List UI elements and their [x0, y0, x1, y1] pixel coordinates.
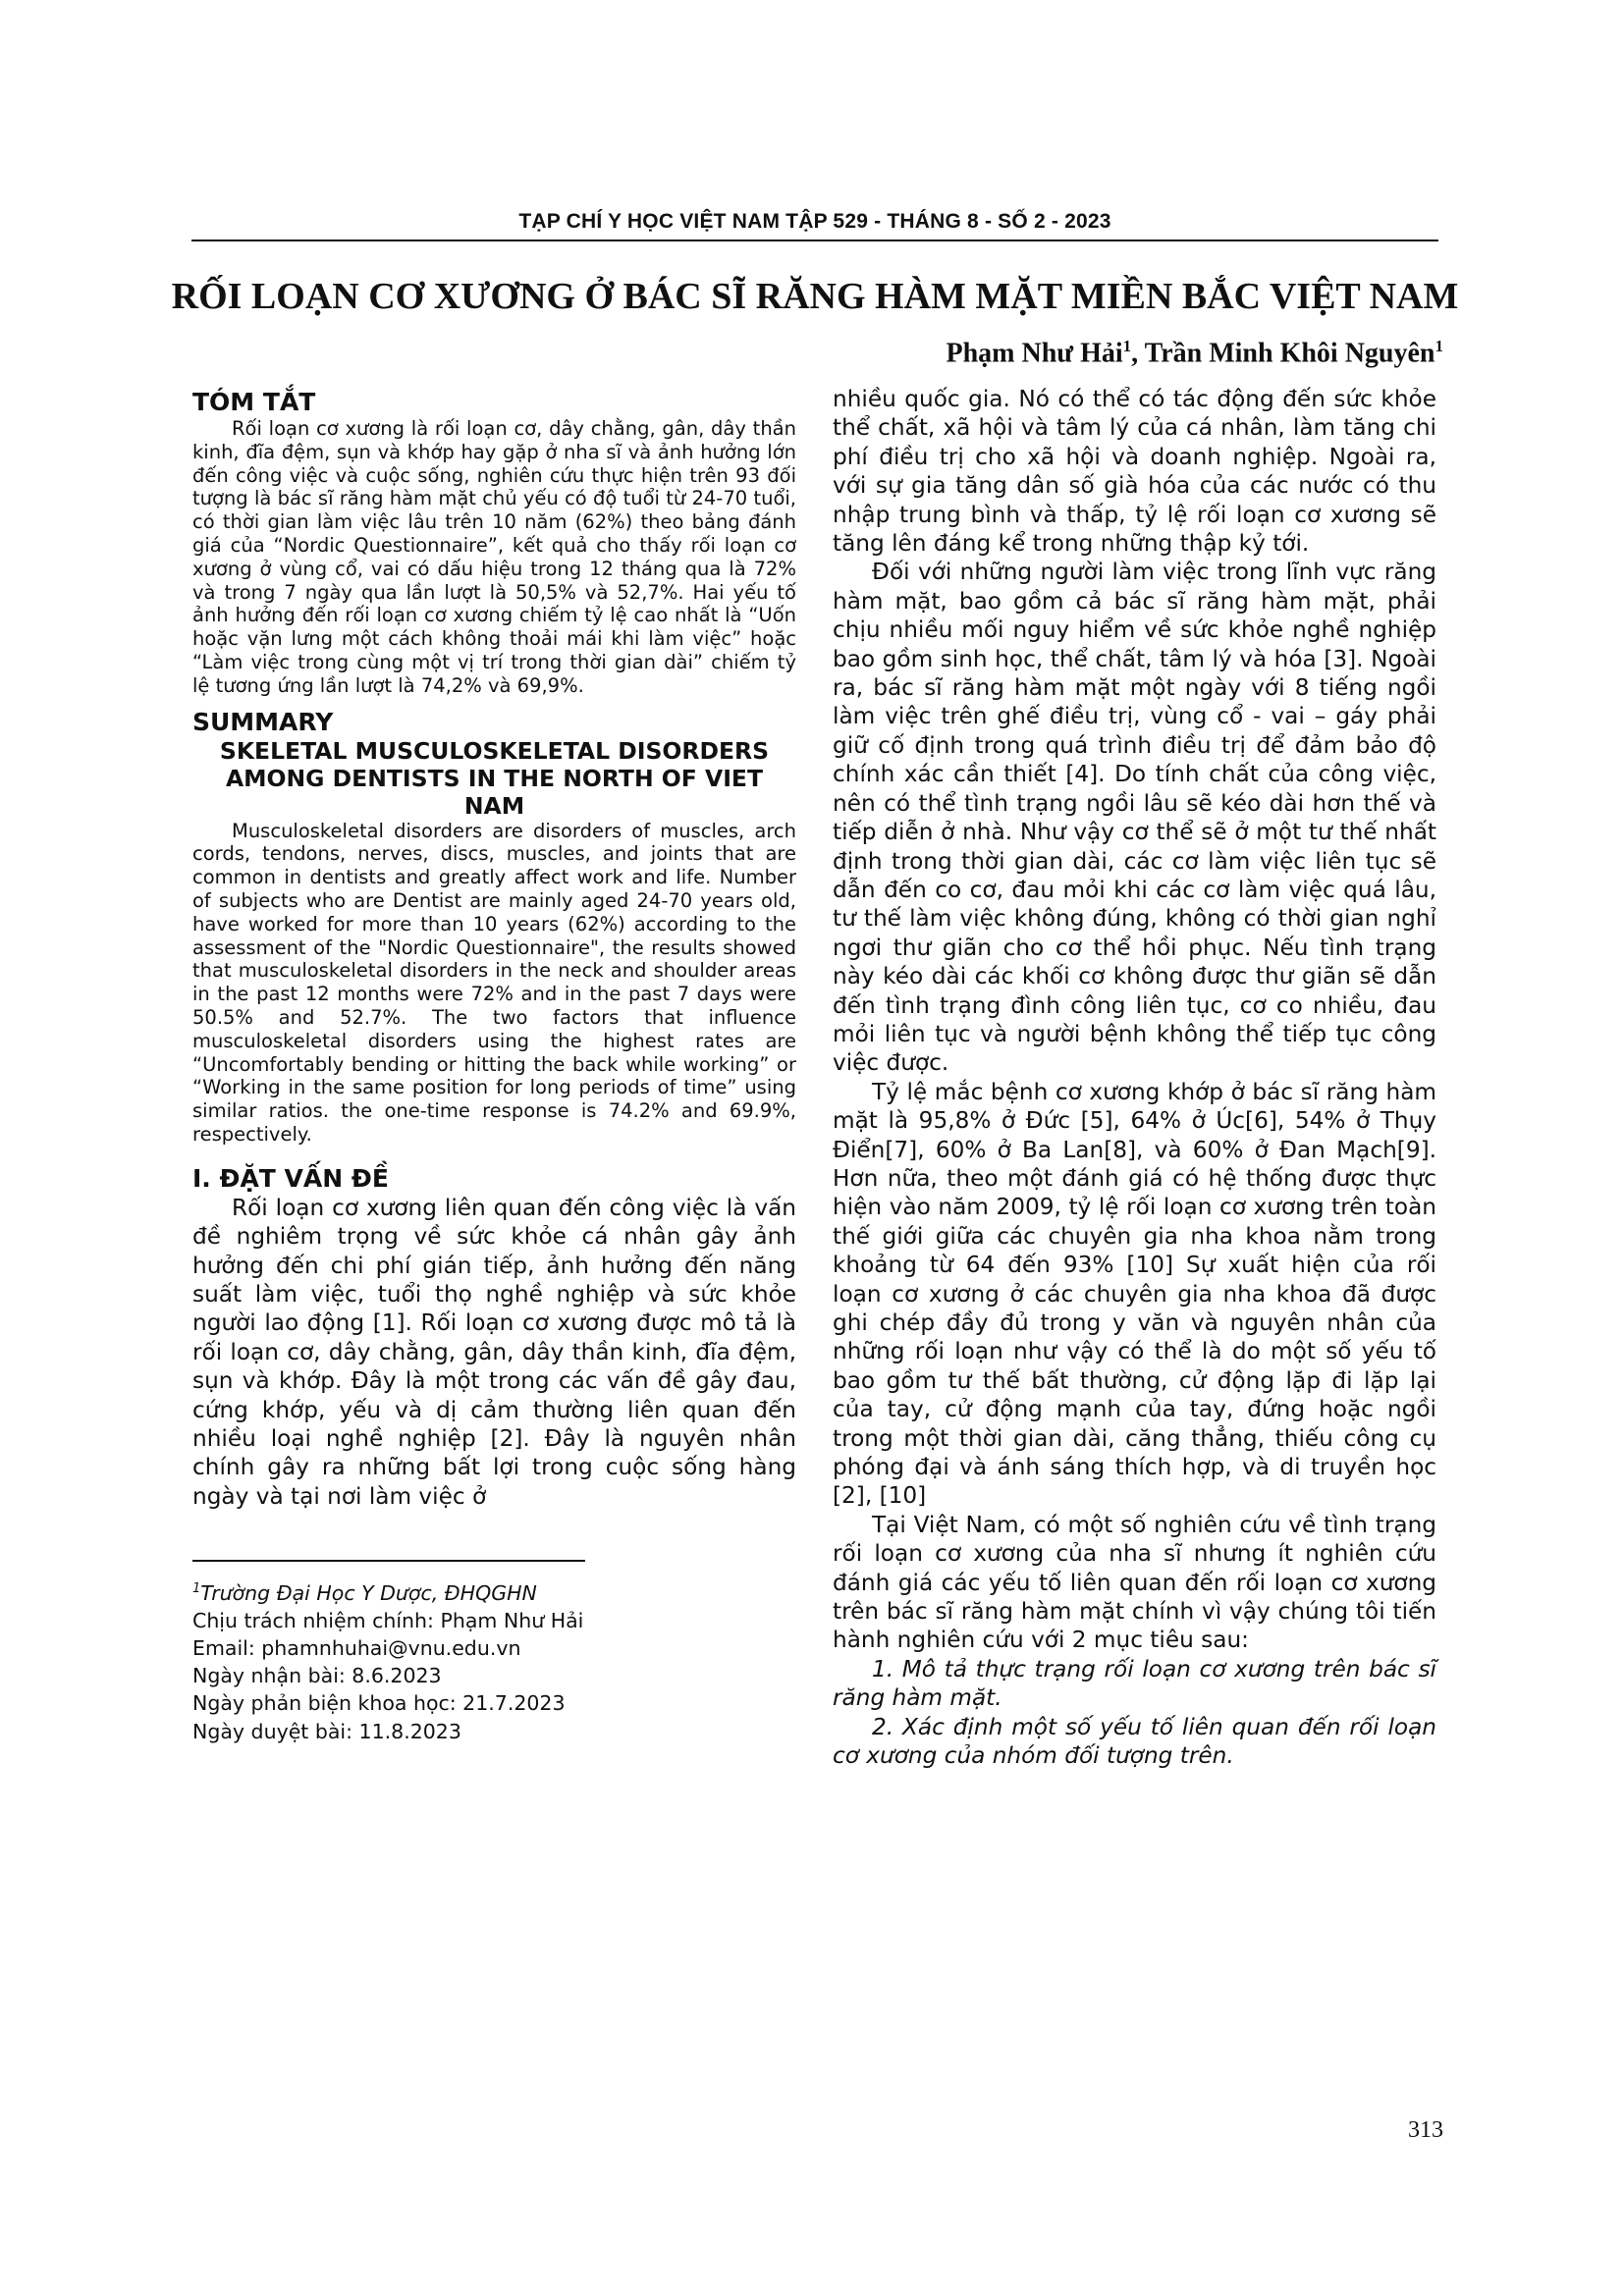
authors — [687, 337, 1443, 369]
objective-2: 2. Xác định một số yếu tố liên quan đến rối loạn cơ xương của nhóm đối tượng trên. — [833, 1713, 1436, 1770]
footnote-affiliation-sup: 1 — [192, 1580, 201, 1596]
paper-title: RỐI LOẠN CƠ XƯƠNG Ở BÁC SĨ RĂNG HÀM MẶT MIỀN BẮC VIỆT NAM — [171, 276, 1459, 317]
footnote-affiliation-text: Trường Đại Học Y Dược, ĐHQGHN — [200, 1580, 537, 1605]
summary-text: Musculoskeletal disorders are disorders of muscles, arch cords, tendons, nerves, discs, muscles, and joints that are common in dentists and greatly affect work and life. Number of subjects who are Dentist are mainly aged 24-70 years old, have worked for more than 10 years (62%) according to the assessment of the "Nordic Questionnaire", the results showed that musculoskeletal disorders in the neck and shoulder areas in the past 12 months were 72% and in the past 7 days were 50.5% and 52.7%. The two factors that influence musculoskeletal disorders using the highest rates are “Uncomfortably bending or hitting the back while working” or “Working in the same position for long periods of time” using similar ratios. the one-time response is 74.2% and 69.9%, respectively. — [192, 819, 796, 1146]
intro-paragraph-1: Rối loạn cơ xương liên quan đến công việc là vấn đề nghiêm trọng về sức khỏe cá nhân gây ảnh hưởng đến chi phí gián tiếp, ảnh hưởng đến năng suất làm việc, tuổi thọ nghề nghiệp và sức khỏe người lao động [1]. Rối loạn cơ xương được mô tả là rối loạn cơ, dây chằng, gân, dây thần kinh, đĩa đệm, sụn và khớp. Đây là một trong các vấn đề gây đau, cứng khớp, yếu và dị cảm thường liên quan đến nhiều loại nghề nghiệp [2]. Đây là nguyên nhân chính gây ra những bất lợi trong cuộc sống hàng ngày và tại nơi làm việc ở — [192, 1194, 796, 1510]
abstract-heading: TÓM TẮT — [192, 388, 316, 416]
page-number: 313 — [1408, 2117, 1443, 2143]
intro-paragraph-2: Đối với những người làm việc trong lĩnh vực răng hàm mặt, bao gồm cả bác sĩ răng hàm mặt, phải chịu nhiều mối nguy hiểm về sức khỏe nghề nghiệp bao gồm sinh học, thể chất, tâm lý và hóa [3]. Ngoài ra, bác sĩ răng hàm mặt một ngày với 8 tiếng ngồi làm việc trên ghế điều trị, vùng cổ - vai – gáy phải giữ cố định trong quá trình điều trị để đảm bảo độ chính xác cần thiết [4]. Do tính chất của công việc, nên có thể tình trạng ngồi lâu sẽ kéo dài hơn thế và tiếp diễn ở nhà. Như vậy cơ thể sẽ ở một tư thế nhất định trong thời gian dài, các cơ làm việc liên tục sẽ dẫn đến co cơ, đau mỏi khi các cơ làm việc quá lâu, tư thế làm việc không đúng, không có thời gian nghỉ ngơi thư giãn cho cơ thể hồi phục. Nếu tình trạng này kéo dài các khối cơ không được thư giãn sẽ dẫn đến tình trạng đình công liên tục, cơ co nhiều, đau mỏi liên tục và người bệnh không thể tiếp tục công việc được. — [833, 559, 1436, 1077]
objective-1: 1. Mô tả thực trạng rối loạn cơ xương trên bác sĩ răng hàm mặt. — [833, 1655, 1436, 1712]
footnote-accepted: Ngày duyệt bài: 11.8.2023 — [192, 1719, 461, 1743]
footnote-email: Email: phamnhuhai@vnu.edu.vn — [192, 1635, 521, 1660]
author-name: Phạm Như Hải — [946, 338, 1123, 369]
author-name: Trần Minh Khôi Nguyên — [1144, 338, 1435, 369]
journal-header: TẠP CHÍ Y HỌC VIỆT NAM TẬP 529 - THÁNG 8 - SỐ 2 - 2023 — [518, 210, 1111, 233]
intro-paragraph-4: Tại Việt Nam, có một số nghiên cứu về tình trạng rối loạn cơ xương của nha sĩ nhưng ít nghiên cứu đánh giá các yếu tố liên quan đến rối loạn cơ xương trên bác sĩ răng hàm mặt chính vì vậy chúng tôi tiến hành nghiên cứu với 2 mục tiêu sau: — [833, 1511, 1436, 1654]
right-column — [833, 385, 1436, 1771]
summary-heading: SUMMARY — [192, 707, 334, 736]
footnote-reviewed: Ngày phản biện khoa học: 21.7.2023 — [192, 1691, 566, 1716]
abstract-text: Rối loạn cơ xương là rối loạn cơ, dây chằng, gân, dây thần kinh, đĩa đệm, sụn và khớp hay gặp ở nha sĩ và ảnh hưởng lớn đến công việc và cuộc sống, nghiên cứu thực hiện trên 93 đối tượng là bác sĩ răng hàm mặt chủ yếu có độ tuổi từ 24-70 tuổi, có thời gian làm việc lâu trên 10 năm (62%) theo bảng đánh giá của “Nordic Questionnaire”, kết quả cho thấy rối loạn cơ xương ở vùng cổ, vai có dấu hiệu trong 12 tháng qua là 72% và trong 7 ngày qua lần lượt là 50,5% và 52,7%. Hai yếu tố ảnh hưởng đến rối loạn cơ xương chiếm tỷ lệ cao nhất là “Uốn hoặc vặn lưng một cách không thoải mái khi làm việc” hoặc “Làm việc trong cùng một vị trí trong thời gian dài” chiếm tỷ lệ tương ứng lần lượt là 74,2% và 69,9%. — [192, 417, 796, 697]
author-separator: , — [1131, 338, 1145, 369]
author-affiliation-sup: 1 — [1435, 337, 1443, 355]
intro-heading: I. ĐẶT VẤN ĐỀ — [192, 1163, 389, 1193]
intro-paragraph-3: Tỷ lệ mắc bệnh cơ xương khớp ở bác sĩ răng hàm mặt là 95,8% ở Đức [5], 64% ở Úc[6], 54% ở Thụy Điển[7], 60% ở Ba Lan[8], và 60% ở Đan Mạch[9]. Hơn nữa, theo một đánh giá có hệ thống được thực hiện vào năm 2009, tỷ lệ rối loạn cơ xương trên toàn thế giới giữa các chuyên gia nha khoa nằm trong khoảng từ 64 đến 93% [10] Sự xuất hiện của rối loạn cơ xương ở các chuyên gia nha khoa đã được ghi chép đầy đủ trong y văn và nguyên nhân của những rối loạn như vậy có thể là do một số yếu tố bao gồm tư thế bất thường, cử động lặp đi lặp lại của tay, cử động mạnh của tay, đứng hoặc ngồi trong một thời gian dài, căng thẳng, thiếu công cụ phóng đại và ánh sáng thích hợp, và di truyền học [2], [10] — [833, 1078, 1436, 1510]
left-column — [192, 388, 796, 1745]
footnote-responsible: Chịu trách nhiệm chính: Phạm Như Hải — [192, 1608, 584, 1632]
footnote-received: Ngày nhận bài: 8.6.2023 — [192, 1664, 442, 1688]
footnote-affiliation — [192, 1575, 796, 1607]
intro-paragraph-1-continued: nhiều quốc gia. Nó có thể có tác động đến sức khỏe thể chất, xã hội và tâm lý của cá nhân, làm tăng chi phí điều trị cho xã hội và doanh nghiệp. Ngoài ra, với sự gia tăng dân số già hóa của các nước có thu nhập trung bình và thấp, tỷ lệ rối loạn cơ xương sẽ tăng lên đáng kể trong những thập kỷ tới. — [833, 386, 1436, 558]
author-affiliation-sup: 1 — [1122, 337, 1132, 355]
header-rule — [191, 240, 1438, 241]
summary-title: SKELETAL MUSCULOSKELETAL DISORDERS AMONG DENTISTS IN THE NORTH OF VIET NAM — [219, 736, 770, 820]
footnote-rule — [192, 1560, 585, 1562]
